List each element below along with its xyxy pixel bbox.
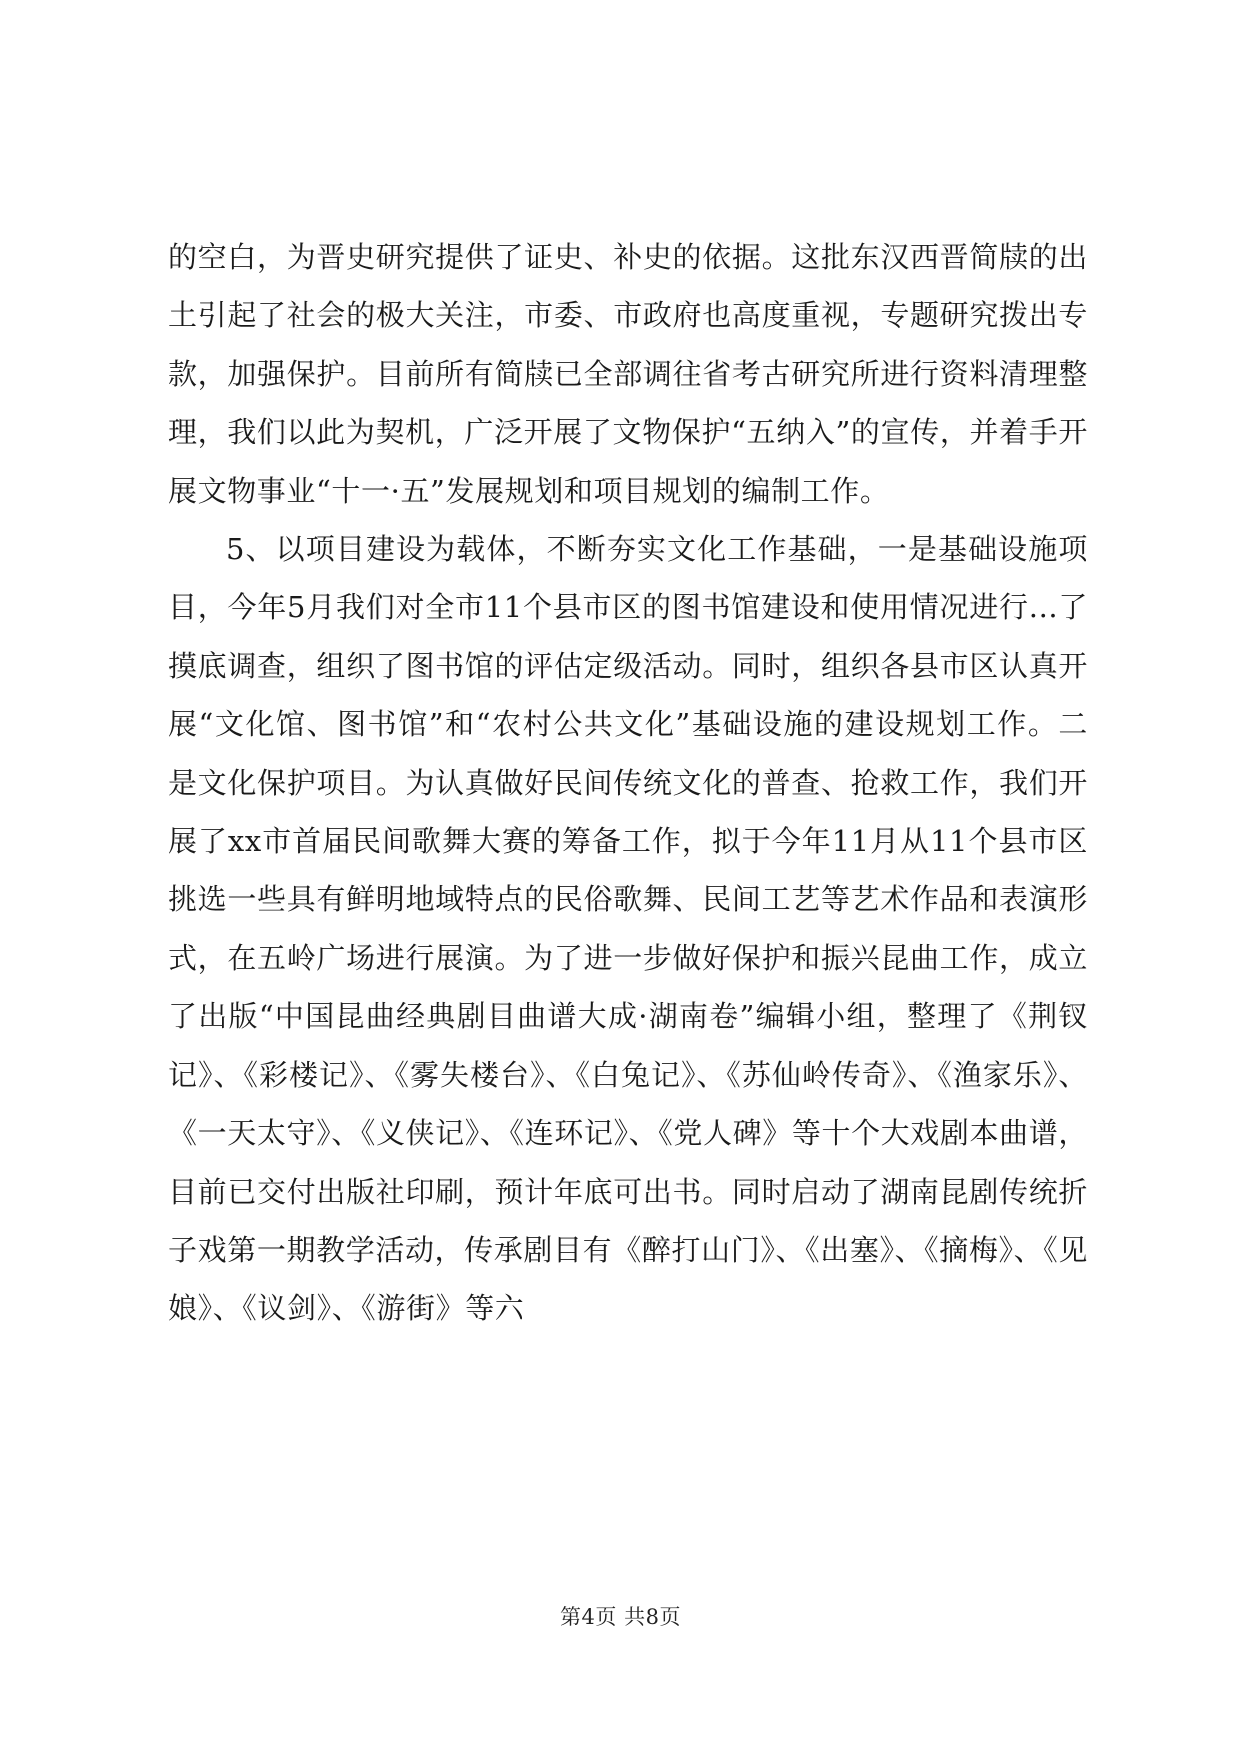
page-number-footer: 第4页 共8页: [560, 1605, 681, 1629]
document-body: [168, 228, 1088, 1338]
paragraph: 5、以项目建设为载体，不断夯实文化工作基础，一是基础设施项目，今年5月我们对全市11个县市区的图书馆建设和使用情况进行...了摸底调查，组织了图书馆的评估定级活动。同时，组织各县市区认真开展“文化馆、图书馆”和“农村公共文化”基础设施的建设规划工作。二是文化保护项目。为认真做好民间传统文化的普查、抢救工作，我们开展了xx市首届民间歌舞大赛的筹备工作，拟于今年11月从11个县市区挑选一些具有鲜明地域特点的民俗歌舞、民间工艺等艺术作品和表演形式，在五岭广场进行展演。为了进一步做好保护和振兴昆曲工作，成立了出版“中国昆曲经典剧目曲谱大成·湖南卷”编辑小组，整理了《荆钗记》、《彩楼记》、《雾失楼台》、《白兔记》、《苏仙岭传奇》、《渔家乐》、《一天太守》、《义侠记》、《连环记》、《党人碑》等十个大戏剧本曲谱，目前已交付出版社印刷，预计年底可出书。同时启动了湖南昆剧传统折子戏第一期教学活动，传承剧目有《醉打山门》、《出塞》、《摘梅》、《见娘》、《议剑》、《游街》等六: [168, 532, 1088, 1326]
paragraph: 的空白，为晋史研究提供了证史、补史的依据。这批东汉西晋简牍的出土引起了社会的极大关注，市委、市政府也高度重视，专题研究拨出专款，加强保护。目前所有简牍已全部调往省考古研究所进行资料清理整理，我们以此为契机，广泛开展了文物保护“五纳入”的宣传，并着手开展文物事业“十一·五”发展规划和项目规划的编制工作。: [168, 240, 1088, 508]
